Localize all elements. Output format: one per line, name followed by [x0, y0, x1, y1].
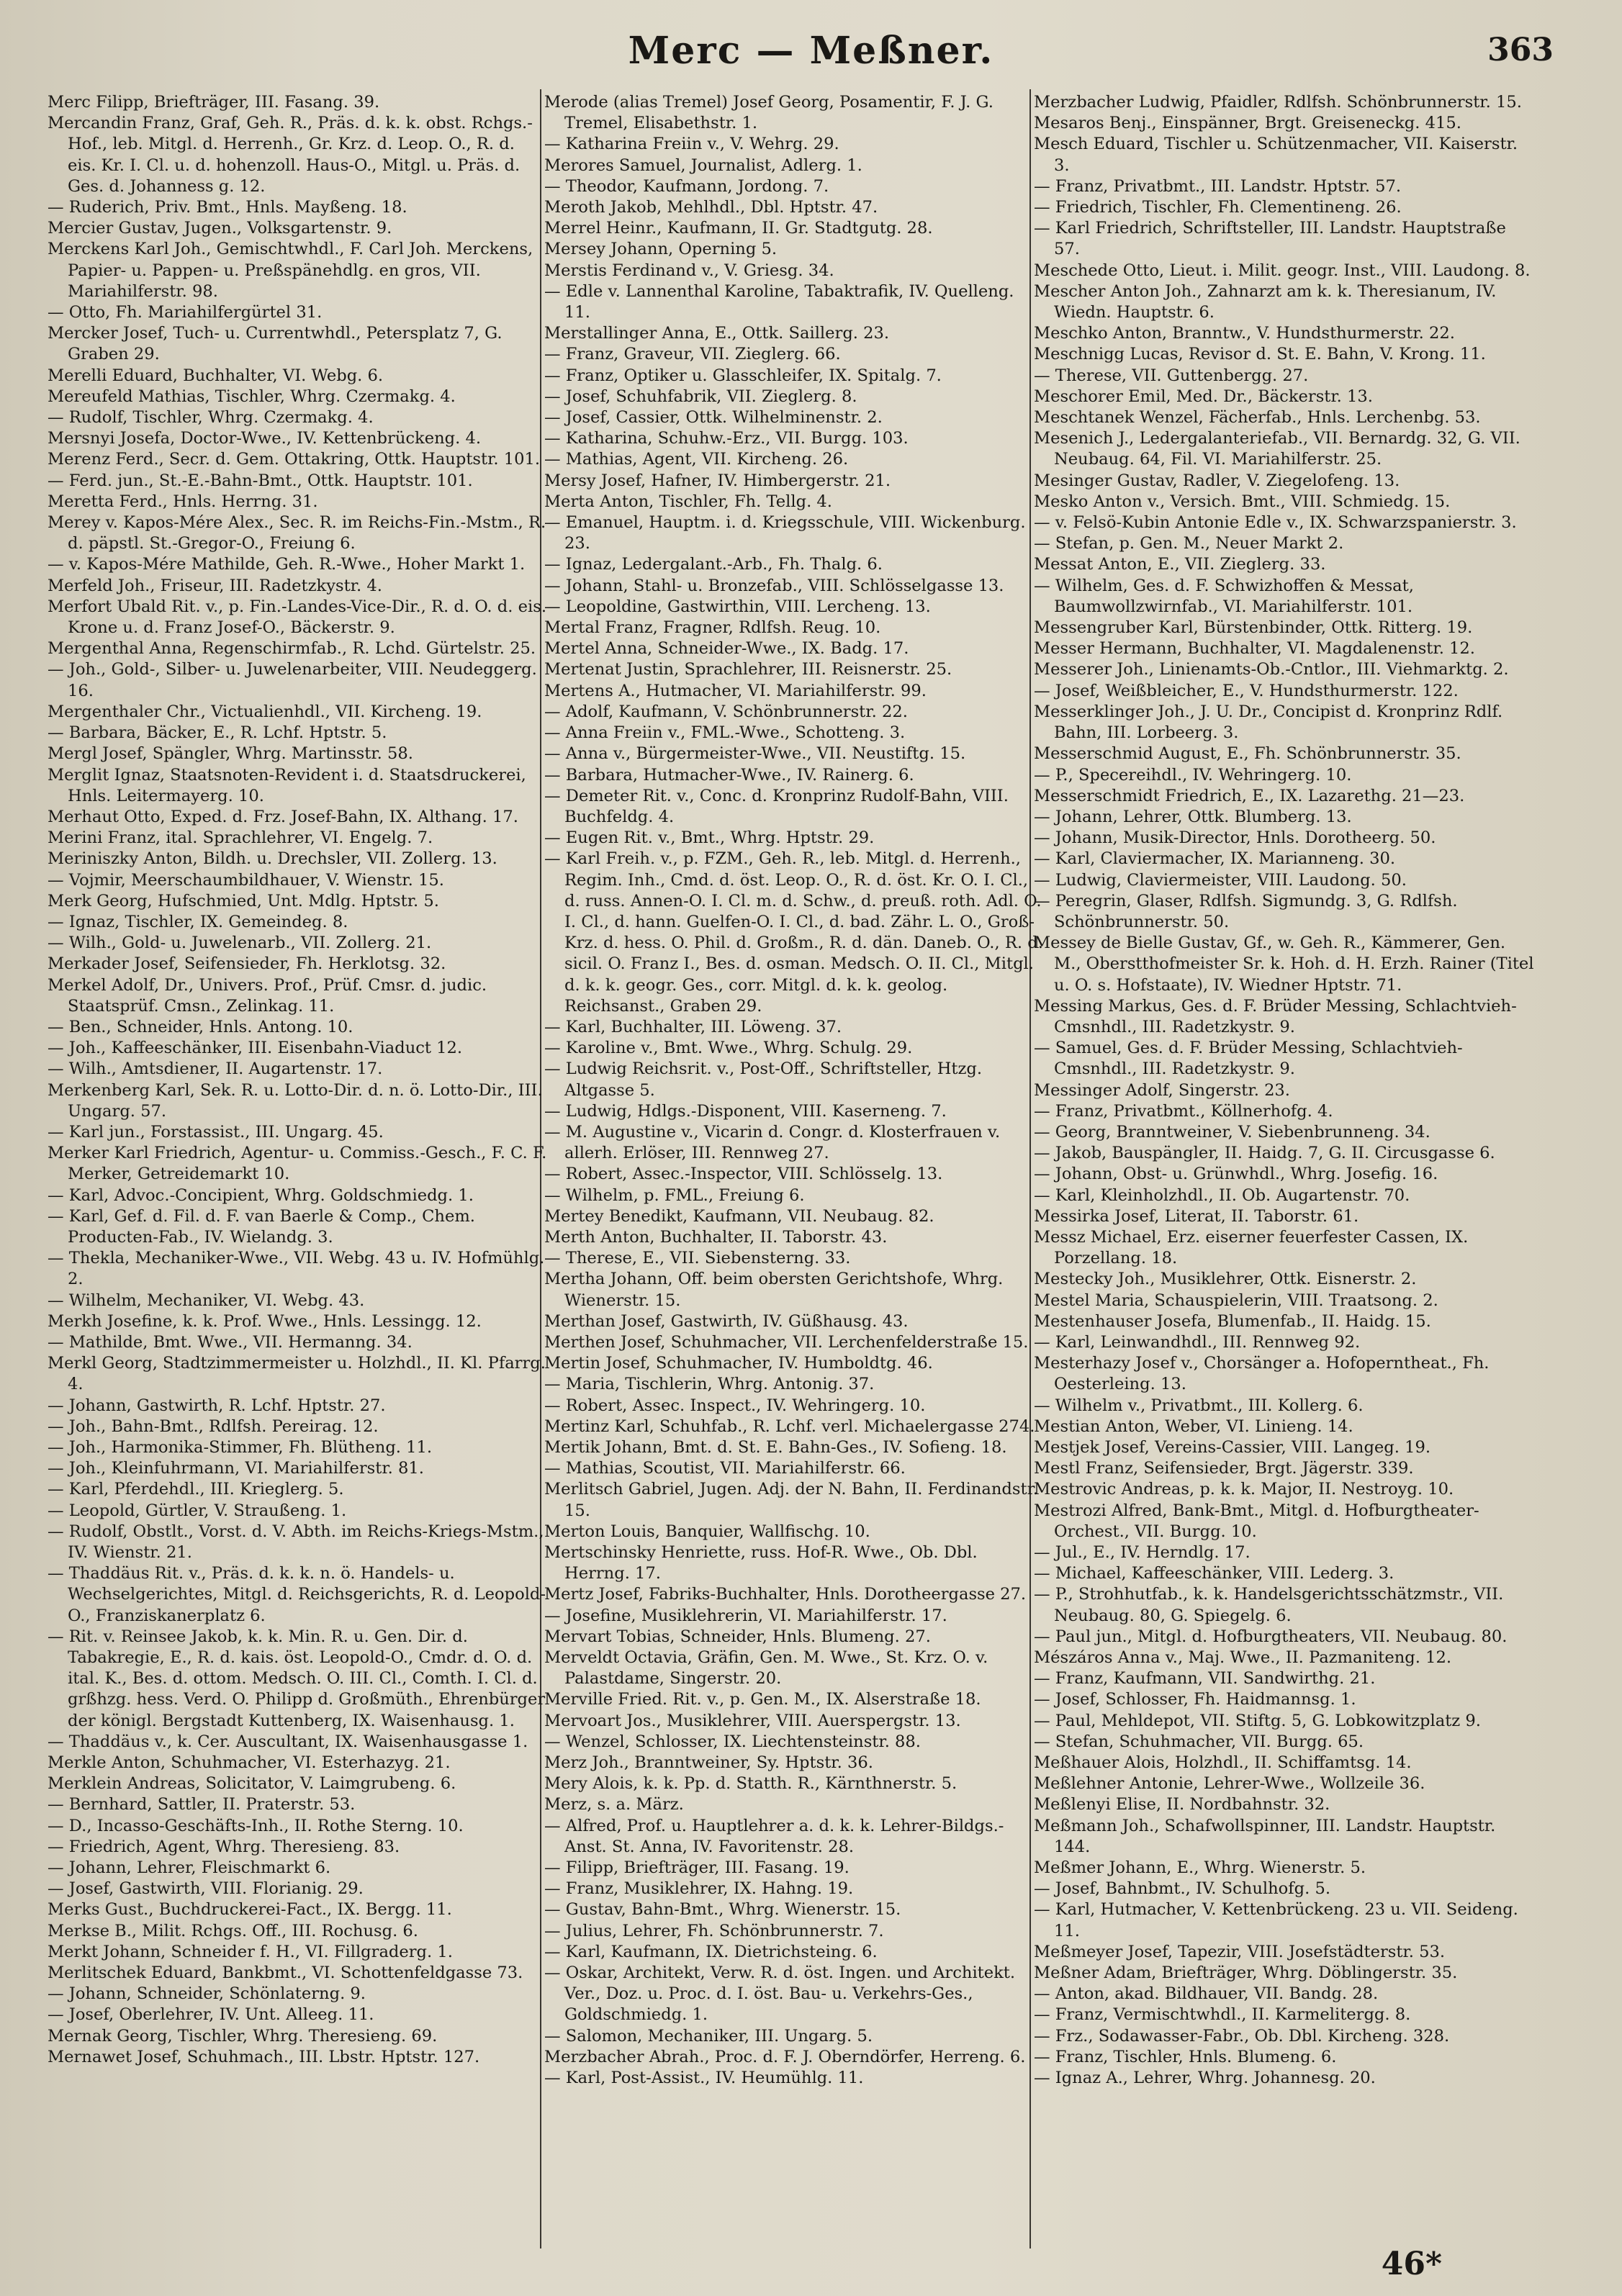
- directory-entry: — Franz, Privatbmt., Köllnerhofg. 4.: [1034, 1101, 1333, 1121]
- directory-entry: — P., Specereihdl., IV. Wehringerg. 10.: [1034, 765, 1352, 785]
- directory-entry: Merckens Karl Joh., Gemischtwhdl., F. Carl Joh. Merckens, Papier- u. Pappen- u. Preßspänehdlg. en gros, VII. Mariahilferstr. 98.: [48, 240, 533, 301]
- directory-entry: Merthen Josef, Schuhmacher, VII. Lerchenfelderstraße 15.: [544, 1332, 1029, 1352]
- directory-entry: — Wilhelm, Mechaniker, VI. Webg. 43.: [48, 1291, 365, 1310]
- directory-entry: Mestjek Josef, Vereins-Cassier, VIII. Langeg. 19.: [1034, 1438, 1431, 1457]
- directory-entry: Messirka Josef, Literat, II. Taborstr. 61.: [1034, 1206, 1359, 1226]
- directory-entry: Messerklinger Joh., J. U. Dr., Concipist d. Kronprinz Rdlf. Bahn, III. Lorbeerg. 3.: [1034, 702, 1503, 743]
- directory-entry: Mergenthaler Chr., Victualienhdl., VII. Kircheng. 19.: [48, 702, 482, 721]
- directory-entry: Merc Filipp, Briefträger, III. Fasang. 39.: [48, 93, 380, 112]
- directory-entry: — Joh., Harmonika-Stimmer, Fh. Blütheng. 11.: [48, 1438, 433, 1457]
- directory-entry: Mertenat Justin, Sprachlehrer, III. Reisnerstr. 25.: [544, 660, 952, 679]
- directory-entry: — Karl, Kaufmann, IX. Dietrichsteing. 6.: [544, 1942, 878, 1961]
- directory-entry: — Filipp, Briefträger, III. Fasang. 19.: [544, 1858, 850, 1878]
- directory-entry: — Wilhelm v., Privatbmt., III. Kollerg. 6.: [1034, 1396, 1364, 1415]
- directory-entry: Merkader Josef, Seifensieder, Fh. Herklotsg. 32.: [48, 954, 446, 974]
- directory-entry: — Friedrich, Agent, Whrg. Theresieng. 83.: [48, 1837, 400, 1856]
- directory-entry: — Wenzel, Schlosser, IX. Liechtensteinstr. 88.: [544, 1732, 921, 1751]
- directory-entry: — Karl Freih. v., p. FZM., Geh. R., leb. Mitgl. d. Herrenh., Regim. Inh., Cmd. d. öst. Leop. O., R. d. öst. Kr. O. I. Cl., d. russ. Annen-O. I. Cl. m. d. Schw., d. preuß. roth. Adl. O. I. Cl., d. hann. Guelfen-O. I. Cl., d. bad. Zähr. L. O., Groß-Krz. d. hess. O. Phil. d. Großm., R. d. dän. Daneb. O., R. d. sicil. O. Franz I., Bes. d. osman. Medsch. O. II. Cl., Mitgl. d. k. k. geogr. Ges., corr. Mitgl. d. k. k. geolog. Reichsanst., Graben 29.: [544, 849, 1043, 1016]
- directory-entry: — Rit. v. Reinsee Jakob, k. k. Min. R. u. Gen. Dir. d. Tabakregie, E., R. d. kais. öst. Leopold-O., Cmdr. d. O. d. ital. K., Bes. d. ottom. Medsch. O. III. Cl., Comth. I. Cl. d. grßhzg. hess. Verd. O. Philipp d. Großmüth., Ehrenbürger der königl. Bergstadt Kuttenberg, IX. Waisenhausg. 1.: [48, 1627, 546, 1730]
- directory-entry: — Karl Friedrich, Schriftsteller, III. Landstr. Hauptstraße 57.: [1034, 219, 1506, 259]
- directory-entry: — Franz, Graveur, VII. Zieglerg. 66.: [544, 345, 841, 364]
- directory-entry: — Karl, Leinwandhdl., III. Rennweg 92.: [1034, 1332, 1361, 1352]
- directory-entry: — Josef, Oberlehrer, IV. Unt. Alleeg. 11.: [48, 2005, 374, 2025]
- directory-entry: Merey v. Kapos-Mére Alex., Sec. R. im Reichs-Fin.-Mstm., R. d. päpstl. St.-Gregor-O., Freiung 6.: [48, 513, 546, 553]
- directory-entry: Merlitschek Eduard, Bankbmt., VI. Schottenfeldgasse 73.: [48, 1963, 523, 1983]
- directory-entry: — Josefine, Musiklehrerin, VI. Mariahilferstr. 17.: [544, 1606, 947, 1625]
- directory-entry: — Joh., Kaffeeschänker, III. Eisenbahn-Viaduct 12.: [48, 1039, 463, 1058]
- directory-entry: — Anton, akad. Bildhauer, VII. Bandg. 28.: [1034, 1984, 1379, 2004]
- directory-entry: — Mathias, Agent, VII. Kircheng. 26.: [544, 450, 849, 469]
- directory-entry: — Stefan, Schuhmacher, VII. Burgg. 65.: [1034, 1732, 1364, 1751]
- directory-entry: Merthan Josef, Gastwirth, IV. Güßhausg. 43.: [544, 1311, 909, 1331]
- directory-entry: Merton Louis, Banquier, Wallfischg. 10.: [544, 1522, 870, 1541]
- directory-entry: — Franz, Tischler, Hnls. Blumeng. 6.: [1034, 2047, 1337, 2066]
- directory-entry: Mesinger Gustav, Radler, V. Ziegelofeng. 13.: [1034, 471, 1400, 490]
- directory-entry: Merker Karl Friedrich, Agentur- u. Commiss.-Gesch., F. C. F. Merker, Getreidemarkt 10.: [48, 1144, 547, 1184]
- directory-entry: Meschtanek Wenzel, Fächerfab., Hnls. Lerchenbg. 53.: [1034, 408, 1481, 428]
- directory-entry: — Therese, VII. Guttenbergg. 27.: [1034, 366, 1309, 385]
- directory-entry: — Johann, Lehrer, Ottk. Blumberg. 13.: [1034, 807, 1352, 826]
- directory-entry: Messey de Bielle Gustav, Gf., w. Geh. R., Kämmerer, Gen. M., Oberstthofmeister Sr. k. Hoh. d. H. Erzh. Rainer (Titel u. O. s. Hofstaate), IV. Wiedner Hptstr. 71.: [1034, 934, 1534, 995]
- directory-entry: Mestecky Joh., Musiklehrer, Ottk. Eisnerstr. 2.: [1034, 1270, 1417, 1289]
- directory-entry: — Gustav, Bahn-Bmt., Whrg. Wienerstr. 15.: [544, 1900, 901, 1920]
- directory-entry: — M. Augustine v., Vicarin d. Congr. d. Klosterfrauen v. allerh. Erlöser, III. Rennweg 27.: [544, 1122, 1001, 1163]
- directory-entry: Mesterhazy Josef v., Chorsänger a. Hofoperntheat., Fh. Oesterleing. 13.: [1034, 1354, 1490, 1394]
- directory-entry: Merks Gust., Buchdruckerei-Fact., IX. Bergg. 11.: [48, 1900, 452, 1920]
- directory-entry: — Katharina, Schuhw.-Erz., VII. Burgg. 103.: [544, 429, 909, 448]
- directory-entry: Merstallinger Anna, E., Ottk. Saillerg. 23.: [544, 324, 890, 343]
- directory-entry: — Leopold, Gürtler, V. Straußeng. 1.: [48, 1501, 347, 1520]
- directory-entry: Mereufeld Mathias, Tischler, Whrg. Czermakg. 4.: [48, 387, 456, 406]
- directory-entry: Mesko Anton v., Versich. Bmt., VIII. Schmiedg. 15.: [1034, 492, 1451, 511]
- directory-entry: — Ignaz, Tischler, IX. Gemeindeg. 8.: [48, 912, 348, 931]
- directory-entry: Merville Fried. Rit. v., p. Gen. M., IX. Alserstraße 18.: [544, 1690, 981, 1709]
- directory-entry: — Johann, Lehrer, Fleischmarkt 6.: [48, 1858, 331, 1878]
- directory-entry: — Johann, Stahl- u. Bronzefab., VIII. Schlösselgasse 13.: [544, 576, 1004, 595]
- directory-entry: — Rudolf, Tischler, Whrg. Czermakg. 4.: [48, 408, 374, 428]
- directory-entry: — Samuel, Ges. d. F. Brüder Messing, Schlachtvieh-Cmsnhdl., III. Radetzkystr. 9.: [1034, 1039, 1463, 1079]
- directory-entry: Mertik Johann, Bmt. d. St. E. Bahn-Ges., IV. Sofieng. 18.: [544, 1438, 1007, 1457]
- directory-entry: Meßmer Johann, E., Whrg. Wienerstr. 5.: [1034, 1858, 1366, 1878]
- directory-entry: Merveldt Octavia, Gräfin, Gen. M. Wwe., St. Krz. O. v. Palastdame, Singerstr. 20.: [544, 1648, 988, 1689]
- directory-entry: Meschorer Emil, Med. Dr., Bäckerstr. 13.: [1034, 387, 1373, 406]
- directory-entry: Merode (alias Tremel) Josef Georg, Posamentir, F. J. G. Tremel, Elisabethstr. 1.: [544, 93, 994, 133]
- directory-entry: Merzbacher Abrah., Proc. d. F. J. Oberndörfer, Herreng. 6.: [544, 2047, 1026, 2066]
- directory-entry: Meroth Jakob, Mehlhdl., Dbl. Hptstr. 47.: [544, 198, 878, 217]
- directory-entry: — Ignaz A., Lehrer, Whrg. Johannesg. 20.: [1034, 2069, 1376, 2088]
- directory-entry: Messerer Joh., Linienamts-Ob.-Cntlor., III. Viehmarktg. 2.: [1034, 660, 1509, 679]
- directory-entry: — Michael, Kaffeeschänker, VIII. Lederg. 3.: [1034, 1564, 1395, 1583]
- directory-entry: Mestrozi Alfred, Bank-Bmt., Mitgl. d. Hofburgtheater-Orchest., VII. Burgg. 10.: [1034, 1501, 1479, 1541]
- directory-entry: Mestenhauser Josefa, Blumenfab., II. Haidg. 15.: [1034, 1311, 1431, 1331]
- directory-entry: Mersy Josef, Hafner, IV. Himbergerstr. 21.: [544, 471, 891, 490]
- directory-entry: — Eugen Rit. v., Bmt., Whrg. Hptstr. 29.: [544, 828, 875, 848]
- directory-entry: — Karl, Claviermacher, IX. Marianneng. 30.: [1034, 849, 1396, 869]
- directory-entry: — Anna v., Bürgermeister-Wwe., VII. Neustiftg. 15.: [544, 744, 966, 764]
- directory-entry: Mergenthal Anna, Regenschirmfab., R. Lchd. Gürtelstr. 25.: [48, 639, 536, 659]
- directory-entry: Merkh Josefine, k. k. Prof. Wwe., Hnls. Lessingg. 12.: [48, 1311, 482, 1331]
- column-left: [48, 92, 548, 2068]
- directory-entry: Mertey Benedikt, Kaufmann, VII. Neubaug. 82.: [544, 1206, 934, 1226]
- directory-entry: — Theodor, Kaufmann, Jordong. 7.: [544, 176, 829, 196]
- directory-entry: — Karl jun., Forstassist., III. Ungarg. 45.: [48, 1122, 384, 1142]
- directory-entry: Meßhauer Alois, Holzhdl., II. Schiffamtsg. 14.: [1034, 1753, 1412, 1773]
- directory-entry: — Ferd. jun., St.-E.-Bahn-Bmt., Ottk. Hauptstr. 101.: [48, 471, 473, 490]
- directory-entry: — Ben., Schneider, Hnls. Antong. 10.: [48, 1017, 353, 1036]
- directory-entry: — Thaddäus v., k. Cer. Auscultant, IX. Waisenhausgasse 1.: [48, 1732, 528, 1751]
- directory-entry: — Barbara, Bäcker, E., R. Lchf. Hptstr. 5.: [48, 723, 387, 743]
- directory-entry: Mesaros Benj., Einspänner, Brgt. Greiseneckg. 415.: [1034, 114, 1461, 133]
- directory-entry: Messerschmid August, E., Fh. Schönbrunnerstr. 35.: [1034, 744, 1461, 764]
- directory-entry: — Josef, Schlosser, Fh. Haidmannsg. 1.: [1034, 1690, 1356, 1709]
- directory-entry: — Wilhelm, p. FML., Freiung 6.: [544, 1185, 805, 1205]
- column-right: [1034, 92, 1534, 2089]
- directory-entry: — Joh., Bahn-Bmt., Rdlfsh. Pereirag. 12.: [48, 1416, 379, 1436]
- directory-entry: — Karl, Buchhalter, III. Löweng. 37.: [544, 1017, 842, 1036]
- page-header: [0, 29, 1622, 79]
- directory-entry: Merores Samuel, Journalist, Adlerg. 1.: [544, 155, 862, 175]
- directory-entry: — Ruderich, Priv. Bmt., Hnls. Mayßeng. 18.: [48, 198, 407, 217]
- directory-entry: — Thekla, Mechaniker-Wwe., VII. Webg. 43 u. IV. Hofmühlg. 2.: [48, 1249, 545, 1289]
- directory-entry: Mestian Anton, Weber, VI. Linieng. 14.: [1034, 1416, 1353, 1436]
- directory-entry: Mertinz Karl, Schuhfab., R. Lchf. verl. Michaelergasse 274.: [544, 1416, 1035, 1436]
- directory-entry: — Georg, Branntweiner, V. Siebenbrunneng. 34.: [1034, 1122, 1430, 1142]
- signature-mark: 46*: [1381, 2246, 1442, 2282]
- directory-entry: Messerschmidt Friedrich, E., IX. Lazarethg. 21—23.: [1034, 786, 1465, 805]
- directory-entry: Meschko Anton, Branntw., V. Hundsthurmerstr. 22.: [1034, 324, 1455, 343]
- directory-entry: — Johann, Obst- u. Grünwhdl., Whrg. Josefig. 16.: [1034, 1165, 1438, 1184]
- directory-entry: — Karl, Advoc.-Concipient, Whrg. Goldschmiedg. 1.: [48, 1185, 474, 1205]
- directory-entry: Mernawet Josef, Schuhmach., III. Lbstr. Hptstr. 127.: [48, 2047, 480, 2066]
- directory-entry: — Jakob, Bauspängler, II. Haidg. 7, G. II. Circusgasse 6.: [1034, 1144, 1495, 1163]
- directory-entry: Mercandin Franz, Graf, Geh. R., Präs. d. k. k. obst. Rchgs.-Hof., leb. Mitgl. d. Herrenh., Gr. Krz. d. Leop. O., R. d. eis. Kr. I. Cl. u. d. hohenzoll. Haus-O., Mitgl. u. Präs. d. Ges. d. Johanness g. 12.: [48, 114, 533, 196]
- directory-entry: Mervoart Jos., Musiklehrer, VIII. Auerspergstr. 13.: [544, 1711, 961, 1730]
- directory-entry: Merglit Ignaz, Staatsnoten-Revident i. d. Staatsdruckerei, Hnls. Leitermayerg. 10.: [48, 765, 526, 805]
- directory-entry: — Bernhard, Sattler, II. Praterstr. 53.: [48, 1795, 356, 1814]
- directory-entry: — Ignaz, Ledergalant.-Arb., Fh. Thalg. 6.: [544, 555, 883, 574]
- directory-entry: — Frz., Sodawasser-Fabr., Ob. Dbl. Kircheng. 328.: [1034, 2026, 1450, 2046]
- directory-entry: — Paul, Mehldepot, VII. Stiftg. 5, G. Lobkowitzplatz 9.: [1034, 1711, 1481, 1730]
- directory-entry: — Robert, Assec.-Inspector, VIII. Schlösselg. 13.: [544, 1165, 943, 1184]
- directory-entry: Merkt Johann, Schneider f. H., VI. Fillgraderg. 1.: [48, 1942, 453, 1961]
- directory-entry: — Josef, Gastwirth, VIII. Florianig. 29.: [48, 1879, 364, 1899]
- directory-entry: — Karl, Post-Assist., IV. Heumühlg. 11.: [544, 2069, 864, 2088]
- directory-entry: Merzbacher Ludwig, Pfaidler, Rdlfsh. Schönbrunnerstr. 15.: [1034, 93, 1522, 112]
- directory-entry: Mertin Josef, Schuhmacher, IV. Humboldtg. 46.: [544, 1354, 933, 1373]
- directory-entry: Messer Hermann, Buchhalter, VI. Magdalenenstr. 12.: [1034, 639, 1475, 659]
- directory-entry: Mertal Franz, Fragner, Rdlfsh. Reug. 10.: [544, 618, 881, 638]
- page-number: 363: [1487, 32, 1554, 68]
- directory-entry: — Stefan, p. Gen. M., Neuer Markt 2.: [1034, 534, 1344, 553]
- directory-entry: Mestrovic Andreas, p. k. k. Major, II. Nestroyg. 10.: [1034, 1480, 1454, 1499]
- directory-entry: Merkle Anton, Schuhmacher, VI. Esterhazyg. 21.: [48, 1753, 451, 1773]
- directory-entry: Mertens A., Hutmacher, VI. Mariahilferstr. 99.: [544, 681, 927, 700]
- directory-entry: Merz Joh., Branntweiner, Sy. Hptstr. 36.: [544, 1753, 873, 1773]
- directory-entry: — Demeter Rit. v., Conc. d. Kronprinz Rudolf-Bahn, VIII. Buchfeldg. 4.: [544, 786, 1009, 826]
- directory-entry: — Friedrich, Tischler, Fh. Clementineng. 26.: [1034, 198, 1402, 217]
- directory-entry: Mesenich J., Ledergalanteriefab., VII. Bernardg. 32, G. VII. Neubaug. 64, Fil. VI. Mariahilferstr. 25.: [1034, 429, 1520, 469]
- directory-entry: Mertschinsky Henriette, russ. Hof-R. Wwe., Ob. Dbl. Herrng. 17.: [544, 1543, 978, 1583]
- directory-entry: Messz Michael, Erz. eiserner feuerfester Cassen, IX. Porzellang. 18.: [1034, 1227, 1469, 1268]
- directory-entry: — Franz, Kaufmann, VII. Sandwirthg. 21.: [1034, 1669, 1376, 1689]
- directory-entry: — Karl, Hutmacher, V. Kettenbrückeng. 23 u. VII. Seideng. 11.: [1034, 1900, 1518, 1940]
- directory-entry: — Johann, Musik-Director, Hnls. Dorotheerg. 50.: [1034, 828, 1436, 848]
- directory-entry: — Joh., Kleinfuhrmann, VI. Mariahilferstr. 81.: [48, 1459, 424, 1478]
- directory-entry: — Karoline v., Bmt. Wwe., Whrg. Schulg. 29.: [544, 1039, 913, 1058]
- directory-entry: — Leopoldine, Gastwirthin, VIII. Lercheng. 13.: [544, 597, 931, 616]
- directory-entry: — Mathilde, Bmt. Wwe., VII. Hermanng. 34.: [48, 1332, 413, 1352]
- directory-entry: — Karl, Gef. d. Fil. d. F. van Baerle & Comp., Chem. Producten-Fab., IV. Wielandg. 3.: [48, 1206, 475, 1247]
- directory-entry: — Franz, Optiker u. Glasschleifer, IX. Spitalg. 7.: [544, 366, 942, 385]
- directory-entry: Mersnyi Josefa, Doctor-Wwe., IV. Kettenbrückeng. 4.: [48, 429, 482, 448]
- directory-entry: — Thaddäus Rit. v., Präs. d. k. k. n. ö. Handels- u. Wechselgerichtes, Mitgl. d. Reichsgerichts, R. d. Leopold-O., Franziskanerplatz 6.: [48, 1564, 546, 1625]
- running-head: Merc — Meßner.: [628, 29, 994, 73]
- directory-entry: Mestl Franz, Seifensieder, Brgt. Jägerstr. 339.: [1034, 1459, 1414, 1478]
- directory-entry: — v. Felsö-Kubin Antonie Edle v., IX. Schwarzspanierstr. 3.: [1034, 513, 1517, 533]
- directory-entry: Mercker Josef, Tuch- u. Currentwhdl., Petersplatz 7, G. Graben 29.: [48, 324, 503, 364]
- directory-entry: — Josef, Schuhfabrik, VII. Zieglerg. 8.: [544, 387, 857, 406]
- directory-entry: Messinger Adolf, Singerstr. 23.: [1034, 1080, 1290, 1100]
- directory-entry: Meßner Adam, Briefträger, Whrg. Döblingerstr. 35.: [1034, 1963, 1458, 1983]
- directory-entry: — Barbara, Hutmacher-Wwe., IV. Rainerg. 6.: [544, 765, 914, 785]
- directory-entry: — Salomon, Mechaniker, III. Ungarg. 5.: [544, 2026, 873, 2046]
- directory-entry: — Peregrin, Glaser, Rdlfsh. Sigmundg. 3, G. Rdlfsh. Schönbrunnerstr. 50.: [1034, 891, 1458, 931]
- directory-entry: Meretta Ferd., Hnls. Herrng. 31.: [48, 492, 318, 511]
- directory-entry: — v. Kapos-Mére Mathilde, Geh. R.-Wwe., Hoher Markt 1.: [48, 555, 526, 574]
- directory-entry: — Rudolf, Obstlt., Vorst. d. V. Abth. im Reichs-Kriegs-Mstm., IV. Wienstr. 21.: [48, 1522, 544, 1563]
- directory-entry: Mescher Anton Joh., Zahnarzt am k. k. Theresianum, IV. Wiedn. Hauptstr. 6.: [1034, 281, 1497, 322]
- directory-entry: Mery Alois, k. k. Pp. d. Statth. R., Kärnthnerstr. 5.: [544, 1774, 958, 1794]
- directory-entry: — Jul., E., IV. Herndlg. 17.: [1034, 1543, 1251, 1563]
- directory-entry: Merhaut Otto, Exped. d. Frz. Josef-Bahn, IX. Althang. 17.: [48, 807, 518, 826]
- directory-entry: — Josef, Weißbleicher, E., V. Hundsthurmerstr. 122.: [1034, 681, 1459, 700]
- directory-entry: Merfort Ubald Rit. v., p. Fin.-Landes-Vice-Dir., R. d. O. d. eis. Krone u. d. Franz Josef-O., Bäckerstr. 9.: [48, 597, 547, 638]
- directory-entry: — Katharina Freiin v., V. Wehrg. 29.: [544, 135, 839, 154]
- directory-entry: — Therese, E., VII. Siebensterng. 33.: [544, 1249, 851, 1268]
- directory-entry: Mestel Maria, Schauspielerin, VIII. Traatsong. 2.: [1034, 1291, 1438, 1310]
- directory-entry: Mernak Georg, Tischler, Whrg. Theresieng. 69.: [48, 2026, 438, 2046]
- directory-entry: Merstis Ferdinand v., V. Griesg. 34.: [544, 261, 834, 280]
- directory-entry: Merlitsch Gabriel, Jugen. Adj. der N. Bahn, II. Ferdinandstr. 15.: [544, 1480, 1039, 1520]
- directory-entry: — Mathias, Scoutist, VII. Mariahilferstr. 66.: [544, 1459, 906, 1478]
- directory-entry: Merkenberg Karl, Sek. R. u. Lotto-Dir. d. n. ö. Lotto-Dir., III. Ungarg. 57.: [48, 1080, 543, 1121]
- directory-entry: Merkel Adolf, Dr., Univers. Prof., Prüf. Cmsr. d. judic. Staatsprüf. Cmsn., Zelinkag. 11.: [48, 975, 487, 1016]
- directory-entry: Merfeld Joh., Friseur, III. Radetzkystr. 4.: [48, 576, 382, 595]
- directory-entry: Mertha Johann, Off. beim obersten Gerichtshofe, Whrg. Wienerstr. 15.: [544, 1270, 1004, 1310]
- directory-entry: — Ludwig, Hdlgs.-Disponent, VIII. Kaserneng. 7.: [544, 1101, 947, 1121]
- directory-entry: Meßlenyi Elise, II. Nordbahnstr. 32.: [1034, 1795, 1330, 1814]
- directory-entry: Meschede Otto, Lieut. i. Milit. geogr. Inst., VIII. Laudong. 8.: [1034, 261, 1531, 280]
- directory-entry: — Paul jun., Mitgl. d. Hofburgtheaters, VII. Neubaug. 80.: [1034, 1627, 1508, 1646]
- directory-entry: — Franz, Vermischtwhdl., II. Karmelitergg. 8.: [1034, 2005, 1411, 2025]
- directory-entry: — Otto, Fh. Mariahilfergürtel 31.: [48, 303, 323, 322]
- directory-entry: — Wilh., Gold- u. Juwelenarb., VII. Zollerg. 21.: [48, 934, 432, 953]
- directory-entry: — Ludwig Reichsrit. v., Post-Off., Schriftsteller, Htzg. Altgasse 5.: [544, 1059, 983, 1100]
- directory-entry: Messing Markus, Ges. d. F. Brüder Messing, Schlachtvieh-Cmsnhdl., III. Radetzkystr. 9.: [1034, 996, 1517, 1036]
- directory-entry: — Alfred, Prof. u. Hauptlehrer a. d. k. k. Lehrer-Bildgs.-Anst. St. Anna, IV. Favoritenstr. 28.: [544, 1816, 1004, 1856]
- directory-entry: — Ludwig, Claviermeister, VIII. Laudong. 50.: [1034, 870, 1407, 890]
- directory-entry: — Wilh., Amtsdiener, II. Augartenstr. 17.: [48, 1059, 383, 1079]
- directory-entry: — Robert, Assec. Inspect., IV. Wehringerg. 10.: [544, 1396, 926, 1415]
- directory-entry: Meschnigg Lucas, Revisor d. St. E. Bahn, V. Krong. 11.: [1034, 345, 1486, 364]
- directory-entry: Merenz Ferd., Secr. d. Gem. Ottakring, Ottk. Hauptstr. 101.: [48, 450, 541, 469]
- directory-entry: Mesch Eduard, Tischler u. Schützenmacher, VII. Kaiserstr. 3.: [1034, 135, 1518, 175]
- directory-entry: — D., Incasso-Geschäfts-Inh., II. Rothe Sterng. 10.: [48, 1816, 464, 1835]
- directory-entry: — P., Strohhutfab., k. k. Handelsgerichtsschätzmstr., VII. Neubaug. 80, G. Spiegelg. 6.: [1034, 1585, 1504, 1625]
- directory-entry: Merth Anton, Buchhalter, II. Taborstr. 43.: [544, 1227, 888, 1247]
- directory-entry: — Franz, Privatbmt., III. Landstr. Hptstr. 57.: [1034, 176, 1402, 196]
- directory-entry: — Julius, Lehrer, Fh. Schönbrunnerstr. 7.: [544, 1921, 884, 1940]
- directory-entry: Meßlehner Antonie, Lehrer-Wwe., Wollzeile 36.: [1034, 1774, 1425, 1794]
- directory-entry: Merta Anton, Tischler, Fh. Tellg. 4.: [544, 492, 832, 511]
- directory-entry: — Wilhelm, Ges. d. F. Schwizhoffen & Messat, Baumwollzwirnfab., VI. Mariahilferstr. 101.: [1034, 576, 1414, 616]
- directory-entry: Meriniszky Anton, Bildh. u. Drechsler, VII. Zollerg. 13.: [48, 849, 497, 869]
- directory-entry: — Oskar, Architekt, Verw. R. d. öst. Ingen. und Architekt. Ver., Doz. u. Proc. d. I. öst. Bau- u. Verkehrs-Ges., Goldschmiedg. 1.: [544, 1963, 1016, 2025]
- directory-entry: Mészáros Anna v., Maj. Wwe., II. Pazmaniteng. 12.: [1034, 1648, 1452, 1668]
- directory-entry: Meßmann Joh., Schafwollspinner, III. Landstr. Hauptstr. 144.: [1034, 1816, 1496, 1856]
- directory-entry: Mersey Johann, Operning 5.: [544, 240, 778, 259]
- directory-entry: Merklein Andreas, Solicitator, V. Laimgrubeng. 6.: [48, 1774, 456, 1794]
- column-middle: [544, 92, 1045, 2089]
- directory-entry: Merini Franz, ital. Sprachlehrer, VI. Engelg. 7.: [48, 828, 433, 848]
- directory-entry: Mertz Josef, Fabriks-Buchhalter, Hnls. Dorotheergasse 27.: [544, 1585, 1027, 1604]
- directory-entry: — Vojmir, Meerschaumbildhauer, V. Wienstr. 15.: [48, 870, 444, 890]
- directory-entry: — Maria, Tischlerin, Whrg. Antonig. 37.: [544, 1375, 875, 1394]
- directory-entry: — Johann, Schneider, Schönlaterng. 9.: [48, 1984, 366, 2004]
- directory-entry: — Franz, Musiklehrer, IX. Hahng. 19.: [544, 1879, 854, 1899]
- directory-entry: Mergl Josef, Spängler, Whrg. Martinsstr. 58.: [48, 744, 413, 764]
- directory-entry: — Johann, Gastwirth, R. Lchf. Hptstr. 27.: [48, 1396, 386, 1415]
- directory-entry: Merk Georg, Hufschmied, Unt. Mdlg. Hptstr. 5.: [48, 891, 439, 910]
- directory-entry: — Karl, Pferdehdl., III. Krieglerg. 5.: [48, 1480, 344, 1499]
- directory-entry: — Emanuel, Hauptm. i. d. Kriegsschule, VIII. Wickenburg. 23.: [544, 513, 1026, 553]
- directory-entry: Messengruber Karl, Bürstenbinder, Ottk. Ritterg. 19.: [1034, 618, 1473, 638]
- directory-entry: Meßmeyer Josef, Tapezir, VIII. Josefstädterstr. 53.: [1034, 1942, 1446, 1961]
- directory-entry: — Adolf, Kaufmann, V. Schönbrunnerstr. 22.: [544, 702, 908, 721]
- directory-entry: — Anna Freiin v., FML.-Wwe., Schotteng. 3.: [544, 723, 906, 743]
- directory-entry: Mervart Tobias, Schneider, Hnls. Blumeng. 27.: [544, 1627, 931, 1646]
- directory-entry: Mercier Gustav, Jugen., Volksgartenstr. 9.: [48, 219, 392, 238]
- directory-entry: Merkse B., Milit. Rchgs. Off., III. Rochusg. 6.: [48, 1921, 418, 1940]
- directory-entry: — Joh., Gold-, Silber- u. Juwelenarbeiter, VIII. Neudeggerg. 16.: [48, 660, 537, 700]
- directory-entry: — Edle v. Lannenthal Karoline, Tabaktrafik, IV. Quelleng. 11.: [544, 281, 1014, 322]
- directory-entry: Messat Anton, E., VII. Zieglerg. 33.: [1034, 555, 1326, 574]
- directory-entry: — Josef, Cassier, Ottk. Wilhelminenstr. 2.: [544, 408, 883, 428]
- directory-entry: Mertel Anna, Schneider-Wwe., IX. Badg. 17.: [544, 639, 909, 659]
- directory-entry: Merrel Heinr., Kaufmann, II. Gr. Stadtgutg. 28.: [544, 219, 933, 238]
- directory-entry: Merelli Eduard, Buchhalter, VI. Webg. 6.: [48, 366, 384, 385]
- directory-entry: Merz, s. a. März.: [544, 1795, 684, 1814]
- directory-entry: — Karl, Kleinholzhdl., II. Ob. Augartenstr. 70.: [1034, 1185, 1410, 1205]
- directory-entry: — Josef, Bahnbmt., IV. Schulhofg. 5.: [1034, 1879, 1331, 1899]
- directory-entry: Merkl Georg, Stadtzimmermeister u. Holzhdl., II. Kl. Pfarrg. 4.: [48, 1354, 546, 1394]
